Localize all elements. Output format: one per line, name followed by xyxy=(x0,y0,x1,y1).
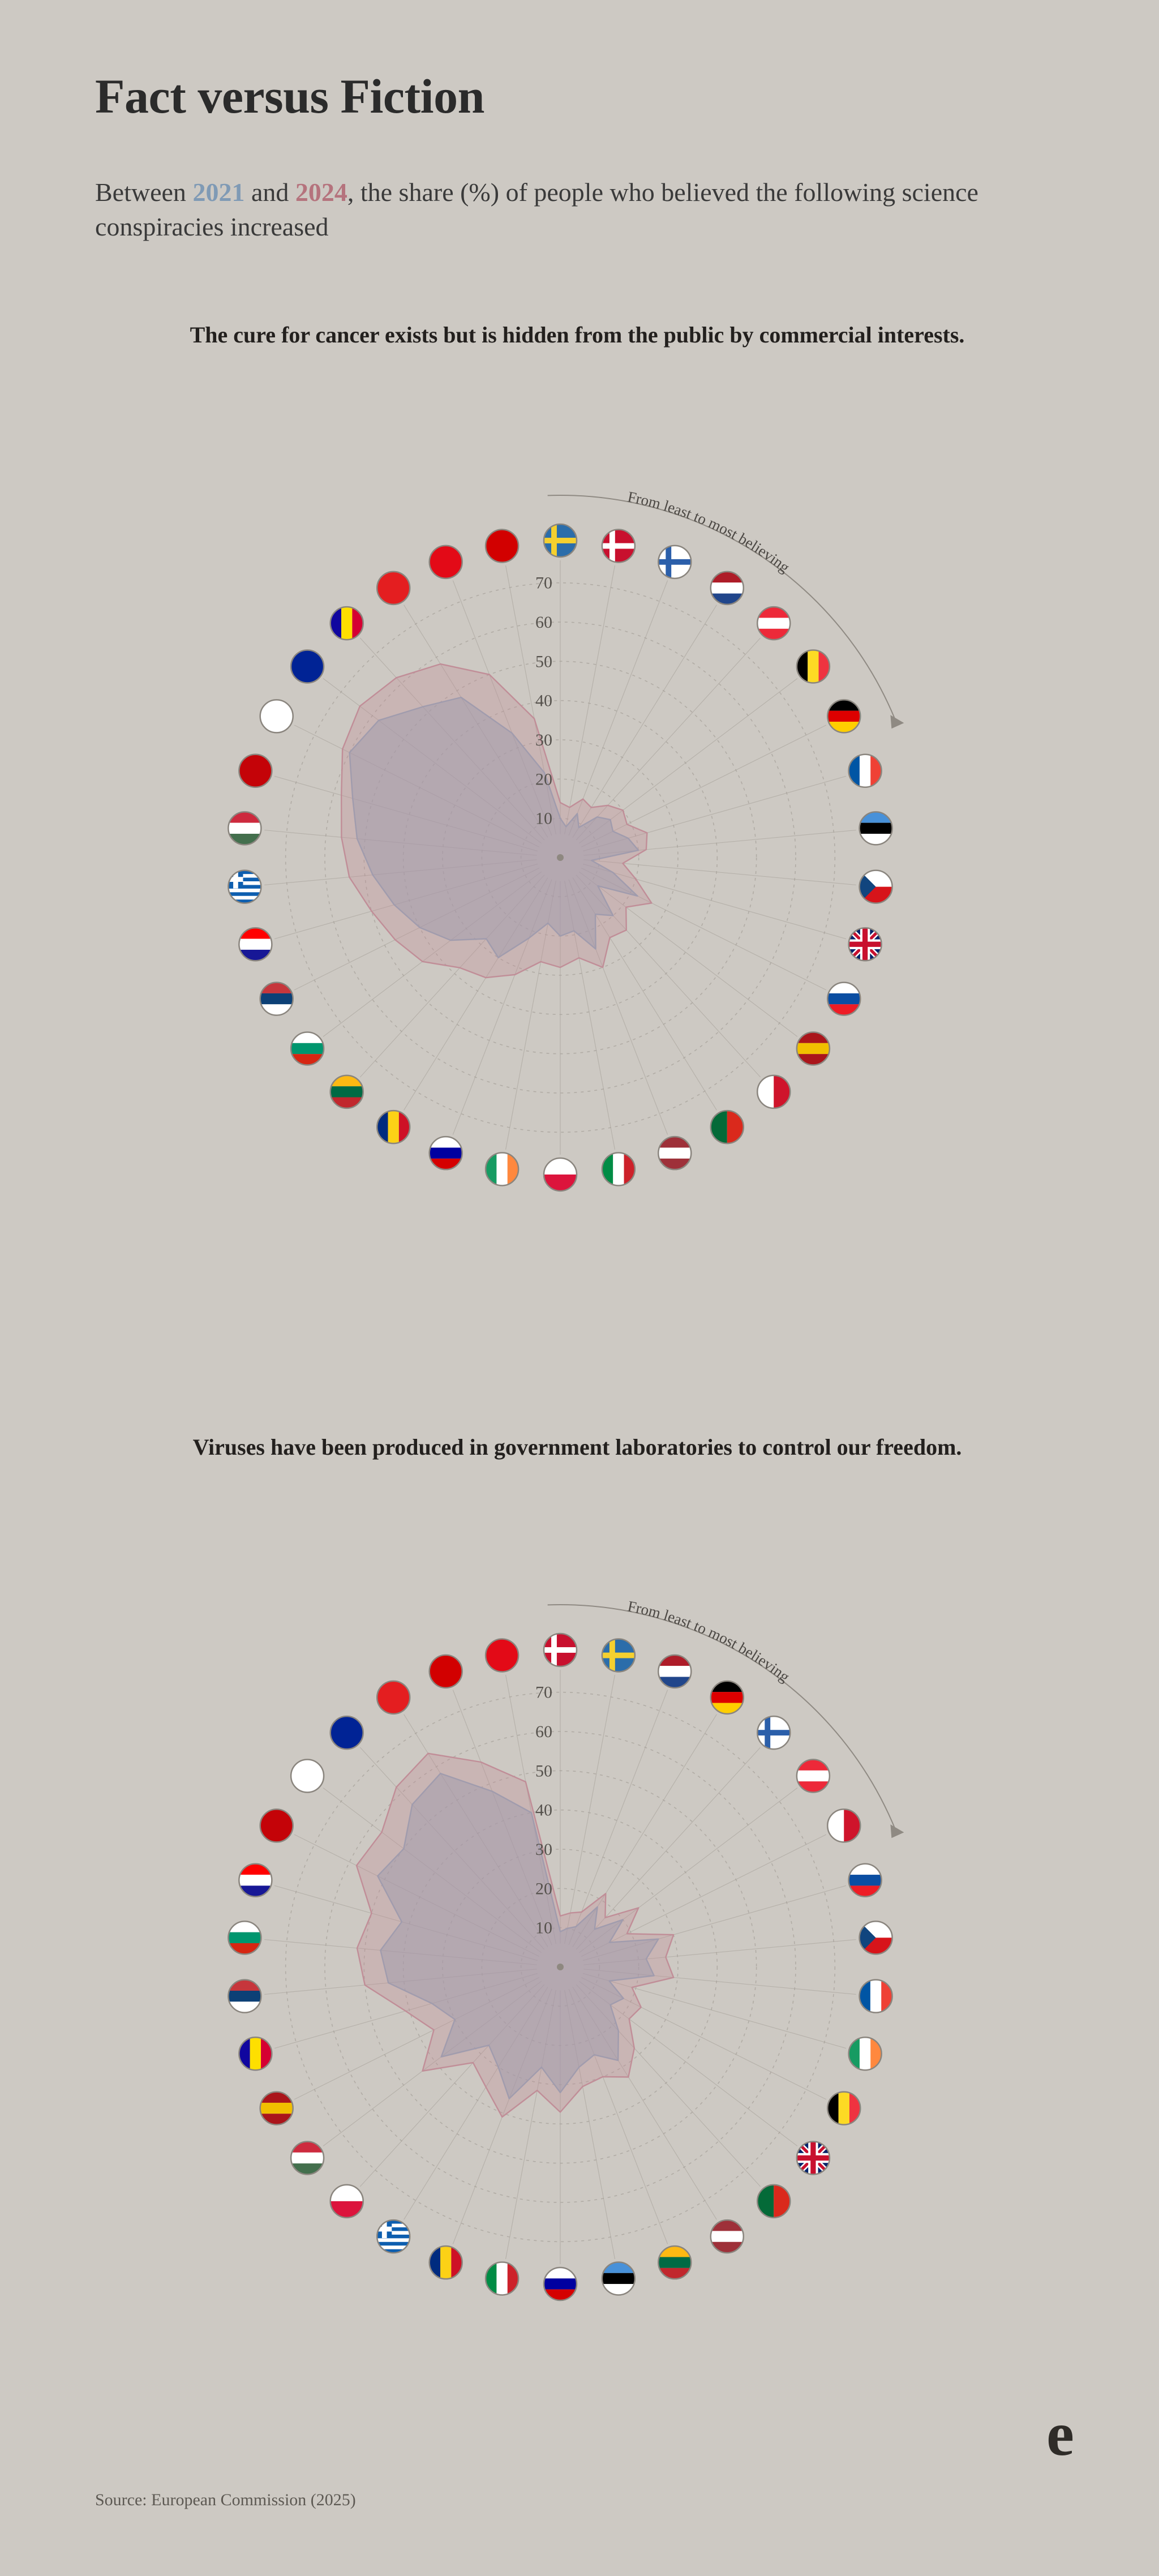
tick-label-30: 30 xyxy=(535,731,552,749)
flag-icon-ba xyxy=(291,650,324,683)
flag-icon-ie xyxy=(849,2037,882,2070)
flag-icon-cz xyxy=(860,1921,892,1954)
flag-icon-ee xyxy=(602,2262,635,2295)
flag-icon-at xyxy=(797,1760,830,1793)
flag-icon-hr xyxy=(239,1864,272,1897)
flag-icon-ba xyxy=(330,1716,363,1749)
flag-icon-es xyxy=(260,2092,293,2125)
flag-icon-mk xyxy=(486,530,518,563)
flag-icon-be xyxy=(797,650,830,683)
flag-icon-fr xyxy=(860,1980,892,2013)
chart-1-title: The cure for cancer exists but is hidden from the public by commercial interests. xyxy=(190,322,965,348)
subtitle-post: , the share (%) of people who believed the following science conspiracies increased xyxy=(95,178,978,241)
arc-arrowhead xyxy=(890,1824,904,1838)
chart-2-title: Viruses have been produced in government laboratories to control our freedom. xyxy=(192,1434,962,1460)
series-2024 xyxy=(357,1754,673,2117)
flag-icon-nl xyxy=(711,572,744,605)
spoke-dk xyxy=(565,565,615,834)
flag-icon-si xyxy=(430,1137,462,1169)
tick-label-30: 30 xyxy=(535,1840,552,1859)
flag-icon-ro xyxy=(430,2246,462,2279)
flag-icon-bg xyxy=(228,1921,261,1954)
flag-icon-bg xyxy=(291,1032,324,1065)
source-note: Source: European Commission (2025) xyxy=(95,2491,356,2509)
flag-icon-pt xyxy=(711,1111,744,1143)
tick-label-40: 40 xyxy=(535,1801,552,1820)
flag-icon-pt xyxy=(757,2185,790,2218)
flag-icon-ad xyxy=(330,607,363,640)
tick-label-10: 10 xyxy=(535,809,552,828)
tick-label-70: 70 xyxy=(535,573,552,593)
flag-icon-de xyxy=(827,700,860,732)
flag-icon-gr xyxy=(377,2220,410,2253)
flag-icon-mk xyxy=(430,1655,462,1688)
arc-label: From least to most believing xyxy=(626,1597,793,1686)
tick-label-60: 60 xyxy=(535,1722,552,1741)
flag-icon-es xyxy=(797,1032,830,1065)
flag-icon-it xyxy=(486,2262,518,2295)
arc-label: From least to most believing xyxy=(626,488,793,576)
flag-icon-se xyxy=(602,1639,635,1672)
flag-icon-se xyxy=(544,524,577,557)
flag-icon-pl xyxy=(544,1158,577,1191)
flag-icon-sk xyxy=(849,1864,882,1897)
page-subtitle xyxy=(95,175,1001,244)
flag-icon-al xyxy=(377,572,410,605)
flag-icon-lv xyxy=(711,2220,744,2253)
flag-icon-uk xyxy=(849,928,882,961)
radar-center xyxy=(557,1964,564,1970)
flag-icon-sk xyxy=(827,983,860,1015)
flag-icon-lt xyxy=(658,2246,691,2279)
tick-label-50: 50 xyxy=(535,1761,552,1781)
flag-icon-al xyxy=(377,1681,410,1714)
flag-icon-hu xyxy=(291,2141,324,2174)
flag-icon-ro xyxy=(377,1111,410,1143)
flag-icon-nl xyxy=(658,1655,691,1688)
flag-icon-lt xyxy=(330,1075,363,1108)
spoke-se xyxy=(565,1675,615,1944)
subtitle-year-2024: 2024 xyxy=(295,178,347,207)
flag-icon-fi xyxy=(658,546,691,578)
chart2-svg xyxy=(108,1500,1058,2457)
flag-icon-ad xyxy=(239,2037,272,2070)
page-title: Fact versus Fiction xyxy=(95,69,484,123)
flag-icon-pl xyxy=(330,2185,363,2218)
radar-chart-virus-labs xyxy=(108,1500,1058,2457)
flag-icon-tr xyxy=(486,1639,518,1672)
flag-icon-it xyxy=(602,1152,635,1185)
radar-center xyxy=(557,854,564,861)
subtitle-year-2021: 2021 xyxy=(192,178,245,207)
tick-label-10: 10 xyxy=(535,1918,552,1938)
flag-icon-ie xyxy=(486,1152,518,1185)
flag-icon-tr xyxy=(430,546,462,578)
flag-icon-rs xyxy=(228,1980,261,2013)
flag-icon-mt xyxy=(827,1809,860,1842)
tick-label-20: 20 xyxy=(535,1879,552,1898)
flag-icon-me xyxy=(260,1809,293,1842)
brand-logo: e xyxy=(1046,2399,1074,2468)
flag-icon-si xyxy=(544,2268,577,2300)
flag-icon-cy xyxy=(291,1760,324,1793)
tick-label-70: 70 xyxy=(535,1683,552,1702)
subtitle-mid: and xyxy=(244,178,295,207)
arc-annotation xyxy=(548,1597,904,1838)
subtitle-pre: Between xyxy=(95,178,193,207)
tick-label-60: 60 xyxy=(535,613,552,632)
flag-icon-at xyxy=(757,607,790,640)
flag-icon-dk xyxy=(602,530,635,563)
flag-icon-gr xyxy=(228,871,261,903)
flag-icon-me xyxy=(239,755,272,787)
arc-annotation xyxy=(548,488,904,728)
flag-icon-mt xyxy=(757,1075,790,1108)
arc-arrowhead xyxy=(890,715,904,728)
flag-icon-be xyxy=(827,2092,860,2125)
flag-icon-lv xyxy=(658,1137,691,1169)
tick-label-50: 50 xyxy=(535,652,552,671)
flag-icon-de xyxy=(711,1681,744,1714)
series-2024 xyxy=(341,664,651,978)
flag-icon-cz xyxy=(860,871,892,903)
flag-icon-cy xyxy=(260,700,293,732)
flag-icon-rs xyxy=(260,983,293,1015)
flag-icon-fi xyxy=(757,1716,790,1749)
radar-chart-cancer-cure xyxy=(108,391,1058,1347)
tick-label-40: 40 xyxy=(535,691,552,710)
flag-icon-ee xyxy=(860,812,892,845)
chart1-svg xyxy=(108,391,1058,1347)
tick-label-20: 20 xyxy=(535,770,552,789)
flag-icon-fr xyxy=(849,755,882,787)
flag-icon-dk xyxy=(544,1634,577,1666)
flag-icon-hu xyxy=(228,812,261,845)
flag-icon-hr xyxy=(239,928,272,961)
flag-icon-uk xyxy=(797,2141,830,2174)
